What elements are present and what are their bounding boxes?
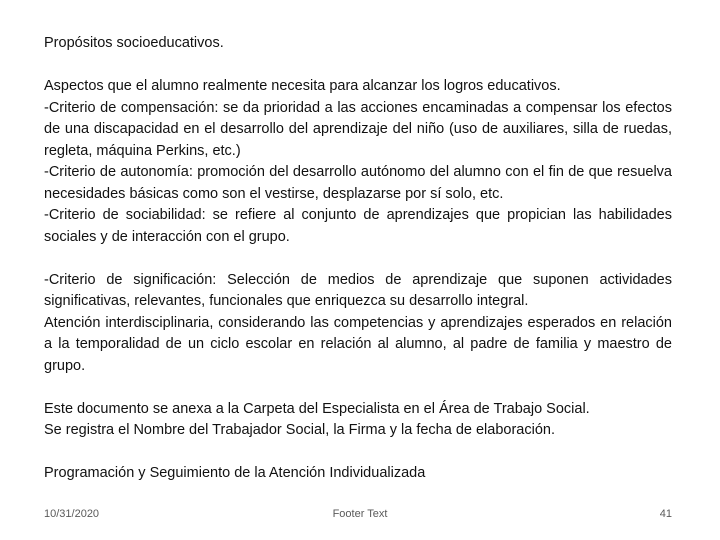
slide-content <box>44 33 672 485</box>
spacer <box>44 442 672 464</box>
criterion-sociability: -Criterio de sociabilidad: se refiere al conjunto de aprendizajes que propician las habilidades sociales y de interacción con el grupo. <box>44 207 672 245</box>
spacer <box>44 248 672 270</box>
document-heading: Propósitos socioeducativos. <box>44 35 224 51</box>
closing-title: Programación y Seguimiento de la Atención Individualizada <box>44 465 426 481</box>
intro-paragraph: Aspectos que el alumno realmente necesita para alcanzar los logros educativos. <box>44 78 561 94</box>
spacer <box>44 377 672 399</box>
criterion-significance: -Criterio de significación: Selección de medios de aprendizaje que suponen actividades significativas, relevantes, funcionales que enriquezca su desarrollo integral. <box>44 271 672 309</box>
registration-note: Se registra el Nombre del Trabajador Social, la Firma y la fecha de elaboración. <box>44 422 555 438</box>
footer-date: 10/31/2020 <box>44 508 100 520</box>
interdisciplinary-attention: Atención interdisciplinaria, considerando las competencias y aprendizajes esperados en relación a la temporalidad de un ciclo escolar en relación al alumno, al padre de familia y maestro de grupo. <box>44 314 672 374</box>
criterion-compensation: -Criterio de compensación: se da prioridad a las acciones encaminadas a compensar los efectos de una discapacidad en el desarrollo del aprendizaje del niño (uso de auxiliares, silla de ruedas, regleta, máquina Perkins, etc.) <box>44 99 672 159</box>
footer-text: Footer Text <box>332 508 388 520</box>
footer-page-number: 41 <box>659 508 672 520</box>
criterion-autonomy: -Criterio de autonomía: promoción del desarrollo autónomo del alumno con el fin de que resuelva necesidades básicas como son el vestirse, desplazarse por sí solo, etc. <box>44 164 672 202</box>
annex-note: Este documento se anexa a la Carpeta del Especialista en el Área de Trabajo Social. <box>44 400 590 417</box>
